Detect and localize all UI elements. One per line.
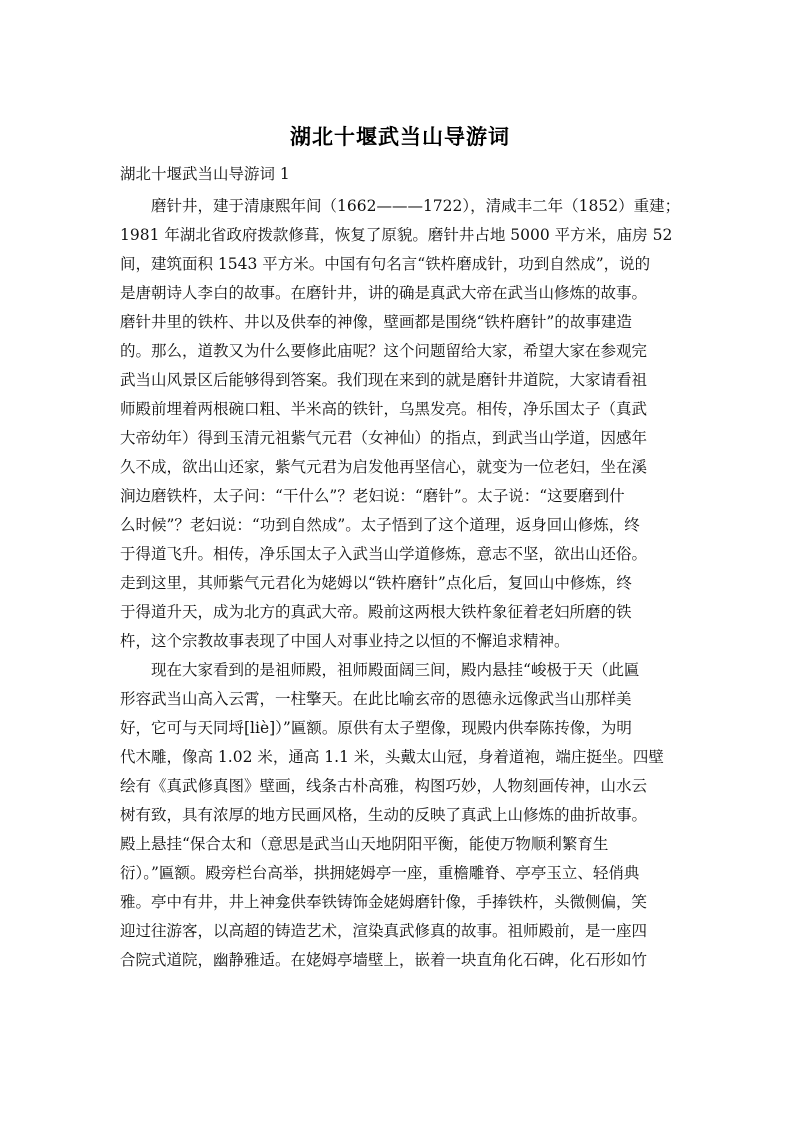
text-line: 磨针井里的铁杵、井以及供奉的神像，壁画都是围绕“铁杵磨针”的故事建造 xyxy=(120,313,632,331)
text-line: 走到这里，其师紫气元君化为姥姆以“铁杵磨针”点化后，复回山中修炼，终 xyxy=(120,574,632,592)
text-line: 迎过往游客，以高超的铸造艺术，渲染真武修真的故事。祖师殿前，是一座四 xyxy=(120,922,648,940)
document-body xyxy=(120,192,690,975)
paragraph xyxy=(120,192,690,656)
text-line: 殿上悬挂“保合太和（意思是武当山天地阴阳平衡，能使万物顺利繁育生 xyxy=(120,835,609,853)
text-line: 磨针井，建于清康熙年间（1662———1722），清咸丰二年（1852）重建； xyxy=(151,197,681,215)
text-line: 衍）。”匾额。殿旁栏台高举，拱拥姥姆亭一座，重檐雕脊、亭亭玉立、轻俏典 xyxy=(120,864,640,882)
text-line: 形容武当山高入云霄，一柱擎天。在此比喻玄帝的恩德永远像武当山那样美 xyxy=(120,690,632,708)
text-line: 绘有《真武修真图》壁画，线条古朴高雅，构图巧妙，人物刻画传神，山水云 xyxy=(120,777,648,795)
text-line: 武当山风景区后能够得到答案。我们现在来到的就是磨针井道院，大家请看祖 xyxy=(120,371,648,389)
text-line: 久不成，欲出山还家，紫气元君为启发他再坚信心，就变为一位老妇，坐在溪 xyxy=(120,458,648,476)
text-line: 杵，这个宗教故事表现了中国人对事业持之以恒的不懈追求精神。 xyxy=(120,632,570,650)
paragraph xyxy=(120,656,690,975)
text-line: 于得道飞升。相传，净乐国太子入武当山学道修炼，意志不坚，欲出山还俗。 xyxy=(120,545,648,563)
text-line: 现在大家看到的是祖师殿，祖师殿面阔三间，殿内悬挂“峻极于天（此匾 xyxy=(151,661,640,679)
document-title: 湖北十堰武当山导游词 xyxy=(290,125,510,149)
document-subtitle: 湖北十堰武当山导游词 1 xyxy=(120,165,290,183)
text-line: 树有致，具有浓厚的地方民画风格，生动的反映了真武上山修炼的曲折故事。 xyxy=(120,806,648,824)
text-line: 师殿前埋着两根碗口粗、半米高的铁针，乌黑发亮。相传，净乐国太子（真武 xyxy=(120,400,648,418)
text-line: 雅。亭中有井，井上神龛供奉铁铸饰金姥姆磨针像，手捧铁杵，头微侧偏，笑 xyxy=(120,893,648,911)
text-line: 于得道升天，成为北方的真武大帝。殿前这两根大铁杵象征着老妇所磨的铁 xyxy=(120,603,632,621)
text-line: 的。那么，道教又为什么要修此庙呢？这个问题留给大家，希望大家在参观完 xyxy=(120,342,648,360)
text-line: 合院式道院，幽静雅适。在姥姆亭墙壁上，嵌着一块直角化石碑，化石形如竹 xyxy=(120,951,648,969)
text-line: 1981 年湖北省政府拨款修葺，恢复了原貌。磨针井占地 5000 平方米，庙房 52 xyxy=(120,226,673,244)
text-line: 大帝幼年）得到玉清元祖紫气元君（女神仙）的指点，到武当山学道，因感年 xyxy=(120,429,648,447)
text-line: 好，它可与天同埒[liè]）”匾额。原供有太子塑像，现殿内供奉陈抟像，为明 xyxy=(120,719,632,737)
text-line: 涧边磨铁杵，太子问：“干什么”？老妇说：“磨针”。太子说：“这要磨到什 xyxy=(120,487,625,505)
text-line: 是唐朝诗人李白的故事。在磨针井，讲的确是真武大帝在武当山修炼的故事。 xyxy=(120,284,648,302)
text-line: 代木雕，像高 1.02 米，通高 1.1 米，头戴太山冠，身着道袍，端庄挺坐。四壁 xyxy=(120,748,664,766)
text-line: 么时候”？老妇说：“功到自然成”。太子悟到了这个道理，返身回山修炼，终 xyxy=(120,516,640,534)
text-line: 间，建筑面积 1543 平方米。中国有句名言“铁杵磨成针，功到自然成”，说的 xyxy=(120,255,651,273)
